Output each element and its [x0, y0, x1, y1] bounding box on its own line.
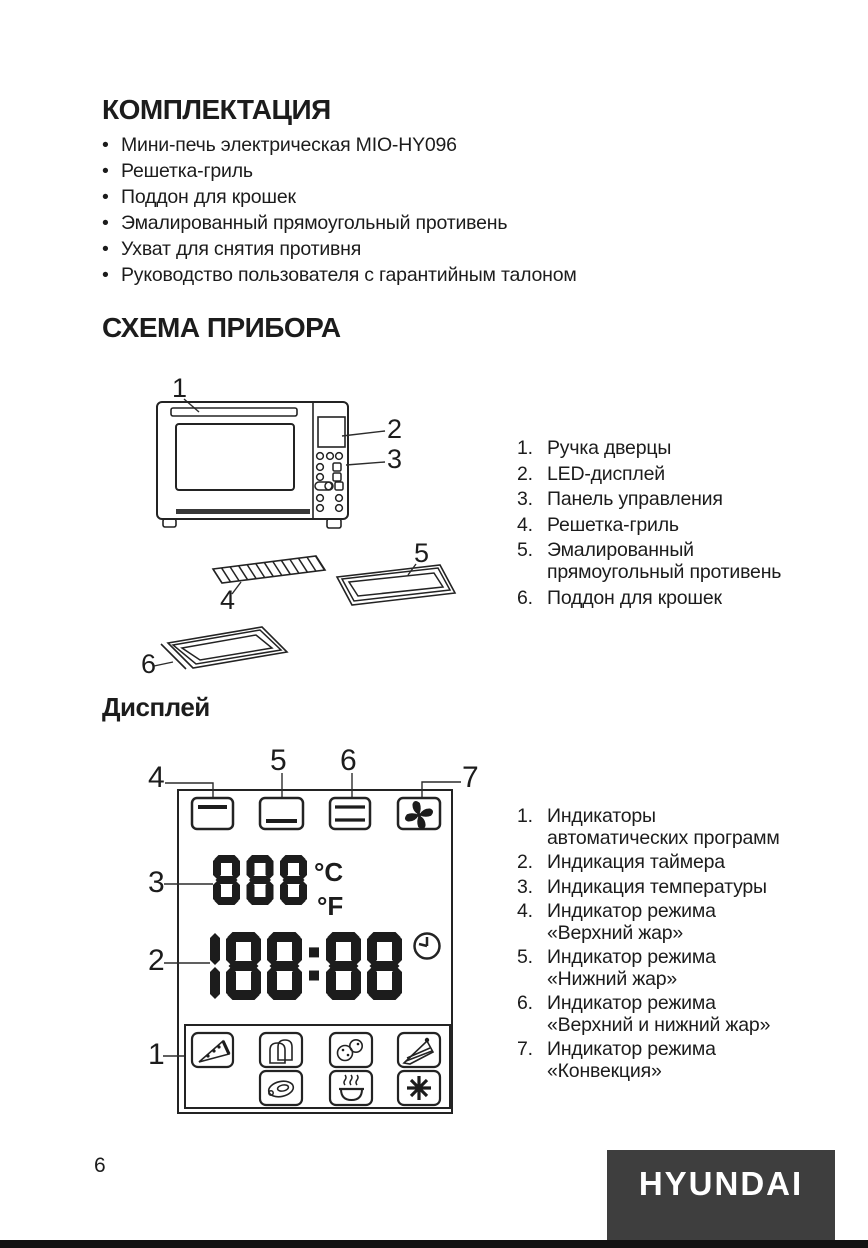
list-item: • Мини-печь электрическая MIO-HY096: [102, 134, 457, 156]
legend-item: 1. Ручка дверцы: [517, 437, 672, 459]
cake-icon: [398, 1033, 440, 1067]
callout-2: 2: [148, 944, 165, 977]
legend-item: 2. LED-дисплей: [517, 462, 665, 485]
list-item: • Эмалированный прямоугольный противень: [102, 212, 508, 234]
legend-item: 6. Индикатор режима «Верхний и нижний жар»: [517, 992, 771, 1036]
cookies-icon: [330, 1033, 372, 1067]
callout-6: 6: [141, 649, 157, 679]
display-legend: [517, 806, 780, 1085]
timer-display: [210, 932, 402, 1000]
door-window: [176, 424, 294, 490]
top-bottom-heat-icon: [330, 798, 370, 829]
oven-illustration: [157, 373, 402, 528]
control-buttons: [315, 453, 343, 512]
section-title-contents: КОМПЛЕКТАЦИЯ: [102, 94, 331, 125]
oven-foot: [327, 519, 341, 528]
meat-icon: [260, 1071, 302, 1105]
callout-2: 2: [387, 414, 403, 444]
legend-item: 5. Индикатор режима «Нижний жар»: [517, 946, 716, 990]
list-item: • Ухват для снятия противня: [102, 238, 362, 260]
top-heat-icon: [192, 798, 233, 829]
callout-3: 3: [387, 444, 403, 474]
fahrenheit-unit: °F: [317, 891, 344, 921]
door-base: [176, 509, 310, 514]
bullet-icon: •: [102, 186, 109, 208]
celsius-unit: °C: [314, 857, 344, 887]
callout-6: 6: [340, 744, 357, 777]
callout-1: 1: [148, 1038, 165, 1071]
legend-item: 6. Поддон для крошек: [517, 586, 722, 609]
baking-tray-illustration: [337, 538, 455, 605]
convection-fan-icon: [398, 798, 440, 829]
contents-list: [102, 132, 642, 288]
door-handle: [171, 408, 297, 416]
schema-legend: [517, 437, 781, 612]
pizza-icon: [192, 1033, 233, 1067]
defrost-icon: [398, 1071, 440, 1105]
bullet-icon: •: [102, 238, 109, 260]
callout-5: 5: [270, 744, 287, 777]
brand-logo-text: HYUNDAI: [638, 1165, 804, 1202]
temperature-display: [213, 855, 307, 905]
oven-foot: [163, 519, 176, 527]
callout-4: 4: [220, 585, 236, 615]
bullet-icon: •: [102, 212, 109, 234]
grill-rack-illustration: [213, 556, 325, 615]
bullet-icon: •: [102, 160, 109, 182]
legend-item: 1. Индикаторы автоматических программ: [517, 805, 780, 849]
bullet-icon: •: [102, 134, 109, 156]
device-schema-illustration: [140, 372, 492, 688]
callout-5: 5: [414, 538, 430, 568]
rack-grid: [213, 556, 325, 583]
callout-4: 4: [148, 761, 165, 794]
list-item: • Поддон для крошек: [102, 186, 296, 208]
reheat-icon: [330, 1071, 372, 1105]
brand-logo: [607, 1150, 835, 1243]
crumb-tray-illustration: [141, 627, 287, 679]
legend-item: 4. Индикатор режима «Верхний жар»: [517, 900, 716, 944]
callout-7: 7: [462, 761, 479, 794]
bullet-icon: •: [102, 264, 109, 286]
section-title-display: Дисплей: [102, 692, 210, 722]
legend-item: 3. Панель управления: [517, 488, 723, 510]
list-item: • Руководство пользователя с гарантийным талоном: [102, 264, 577, 286]
legend-item: 2. Индикация таймера: [517, 851, 725, 873]
list-item: • Решетка-гриль: [102, 160, 253, 182]
page-edge-strip: [0, 1240, 868, 1248]
legend-item: 4. Решетка-гриль: [517, 513, 679, 536]
led-display-window: [318, 417, 345, 447]
legend-item: 7. Индикатор режима «Конвекция»: [517, 1038, 716, 1082]
clock-icon: [415, 934, 440, 959]
legend-item: 3. Индикация температуры: [517, 875, 767, 898]
callout-1: 1: [172, 373, 188, 403]
section-title-schema: СХЕМА ПРИБОРА: [102, 312, 341, 343]
bottom-heat-icon: [260, 798, 303, 829]
legend-item: 5. Эмалированный прямоугольный противень: [517, 539, 782, 583]
page-number: 6: [94, 1154, 106, 1177]
callout-3: 3: [148, 866, 165, 899]
display-panel-diagram: [140, 742, 496, 1122]
bread-icon: [260, 1033, 302, 1067]
